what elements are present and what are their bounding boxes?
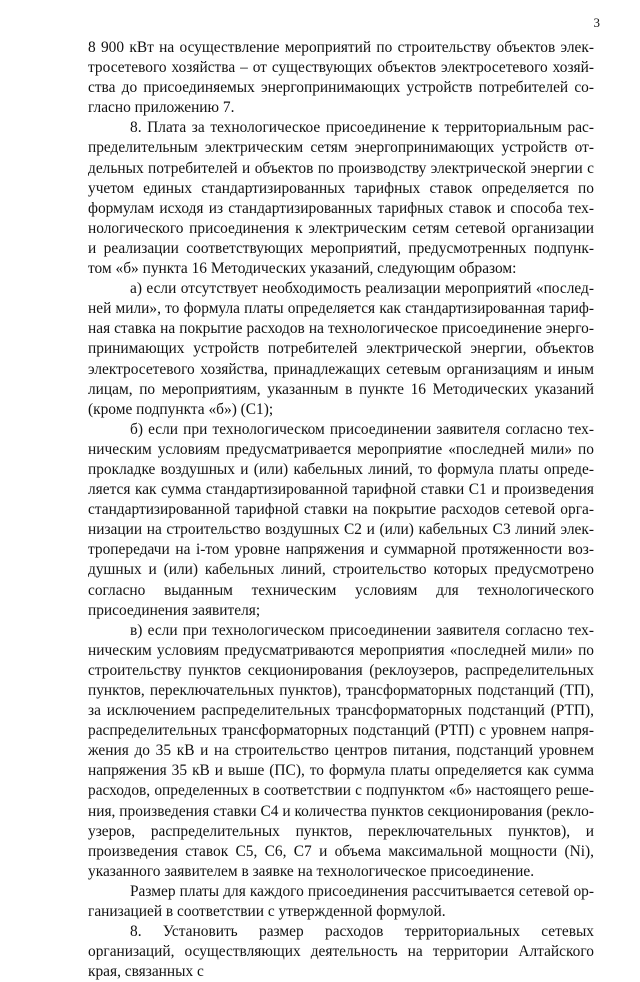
paragraph-subitem-a: а) если отсутствует необходимость реализации мероприятий «последней мили», то формула платы определяется как стандартизированная тарифная ставка на покрытие расходов на технологическое присоединение энергопринимающих устройств потребителей электрической энергии, объектов электросетевого хозяйства, принадлежащих сетевым организациям и иным лицам, по мероприятиям, указанным в пункте 16 Методических указаний (кроме подпункта «б») (С1); xyxy=(88,280,594,418)
paragraph-item-8-expenses: 8. Установить размер расходов территориальных сетевых организаций, осуществляющих деятельность на территории Алтайского края, связанных с xyxy=(88,923,594,981)
document-body xyxy=(88,38,594,982)
paragraph-item-8-fee: 8. Плата за технологическое присоединение к территориальным распределительным электрическим сетям энергопринимающих устройств отдельных потребителей и объектов по производству электрической энергии с учетом единых стандартизированных тарифных ставок определяется по формулам исходя из стандартизированных тарифных ставок и способа технологического присоединения к электрическим сетям сетевой организации и реализации соответствующих мероприятий, предусмотренных подпунктом «б» пункта 16 Методических указаний, следующим образом: xyxy=(88,119,594,278)
paragraph-subitem-v: в) если при технологическом присоединении заявителя согласно техническим условиям предусматриваются мероприятия «последней мили» по строительству пунктов секционирования (реклоузеров, распределительных пунктов, переключательных пунктов), трансформаторных подстанций (ТП), за исключением распределительных трансформаторных подстанций (РТП), распределительных трансформаторных подстанций (РТП) с уровнем напряжения до 35 кВ и на строительство центров питания, подстанций уровнем напряжения 35 кВ и выше (ПС), то формула платы определяется как сумма расходов, определенных в соответствии с подпунктом «б» настоящего решения, произведения ставки С4 и количества пунктов секционирования (реклоузеров, распределительных пунктов, переключательных пунктов), и произведения ставок С5, С6, С7 и объема максимальной мощности (Ni), указанного заявителем в заявке на технологическое присоединение. xyxy=(88,621,594,880)
paragraph-subitem-b: б) если при технологическом присоединении заявителя согласно техническим условиям предусматривается мероприятие «последней мили» по прокладке воздушных и (или) кабельных линий, то формула платы определяется как сумма стандартизированной тарифной ставки С1 и произведения стандартизированной тарифной ставки на покрытие расходов сетевой организации на строительство воздушных С2 и (или) кабельных С3 линий электропередачи на i-том уровне напряжения и суммарной протяженности воздушных и (или) кабельных линий, строительство которых предусмотрено согласно выданным техническим условиям для технологического присоединения заявителя; xyxy=(88,420,594,619)
paragraph-fee-calculation: Размер платы для каждого присоединения рассчитывается сетевой организацией в соответствии с утвержденной формулой. xyxy=(88,882,594,921)
page-number: 3 xyxy=(593,15,600,30)
paragraph-continuation-intro: 8 900 кВт на осуществление мероприятий по строительству объектов электросетевого хозяйства – от существующих объектов электросетевого хозяйства до присоединяемых энергопринимающих устройств потребителей согласно приложению 7. xyxy=(88,39,594,117)
